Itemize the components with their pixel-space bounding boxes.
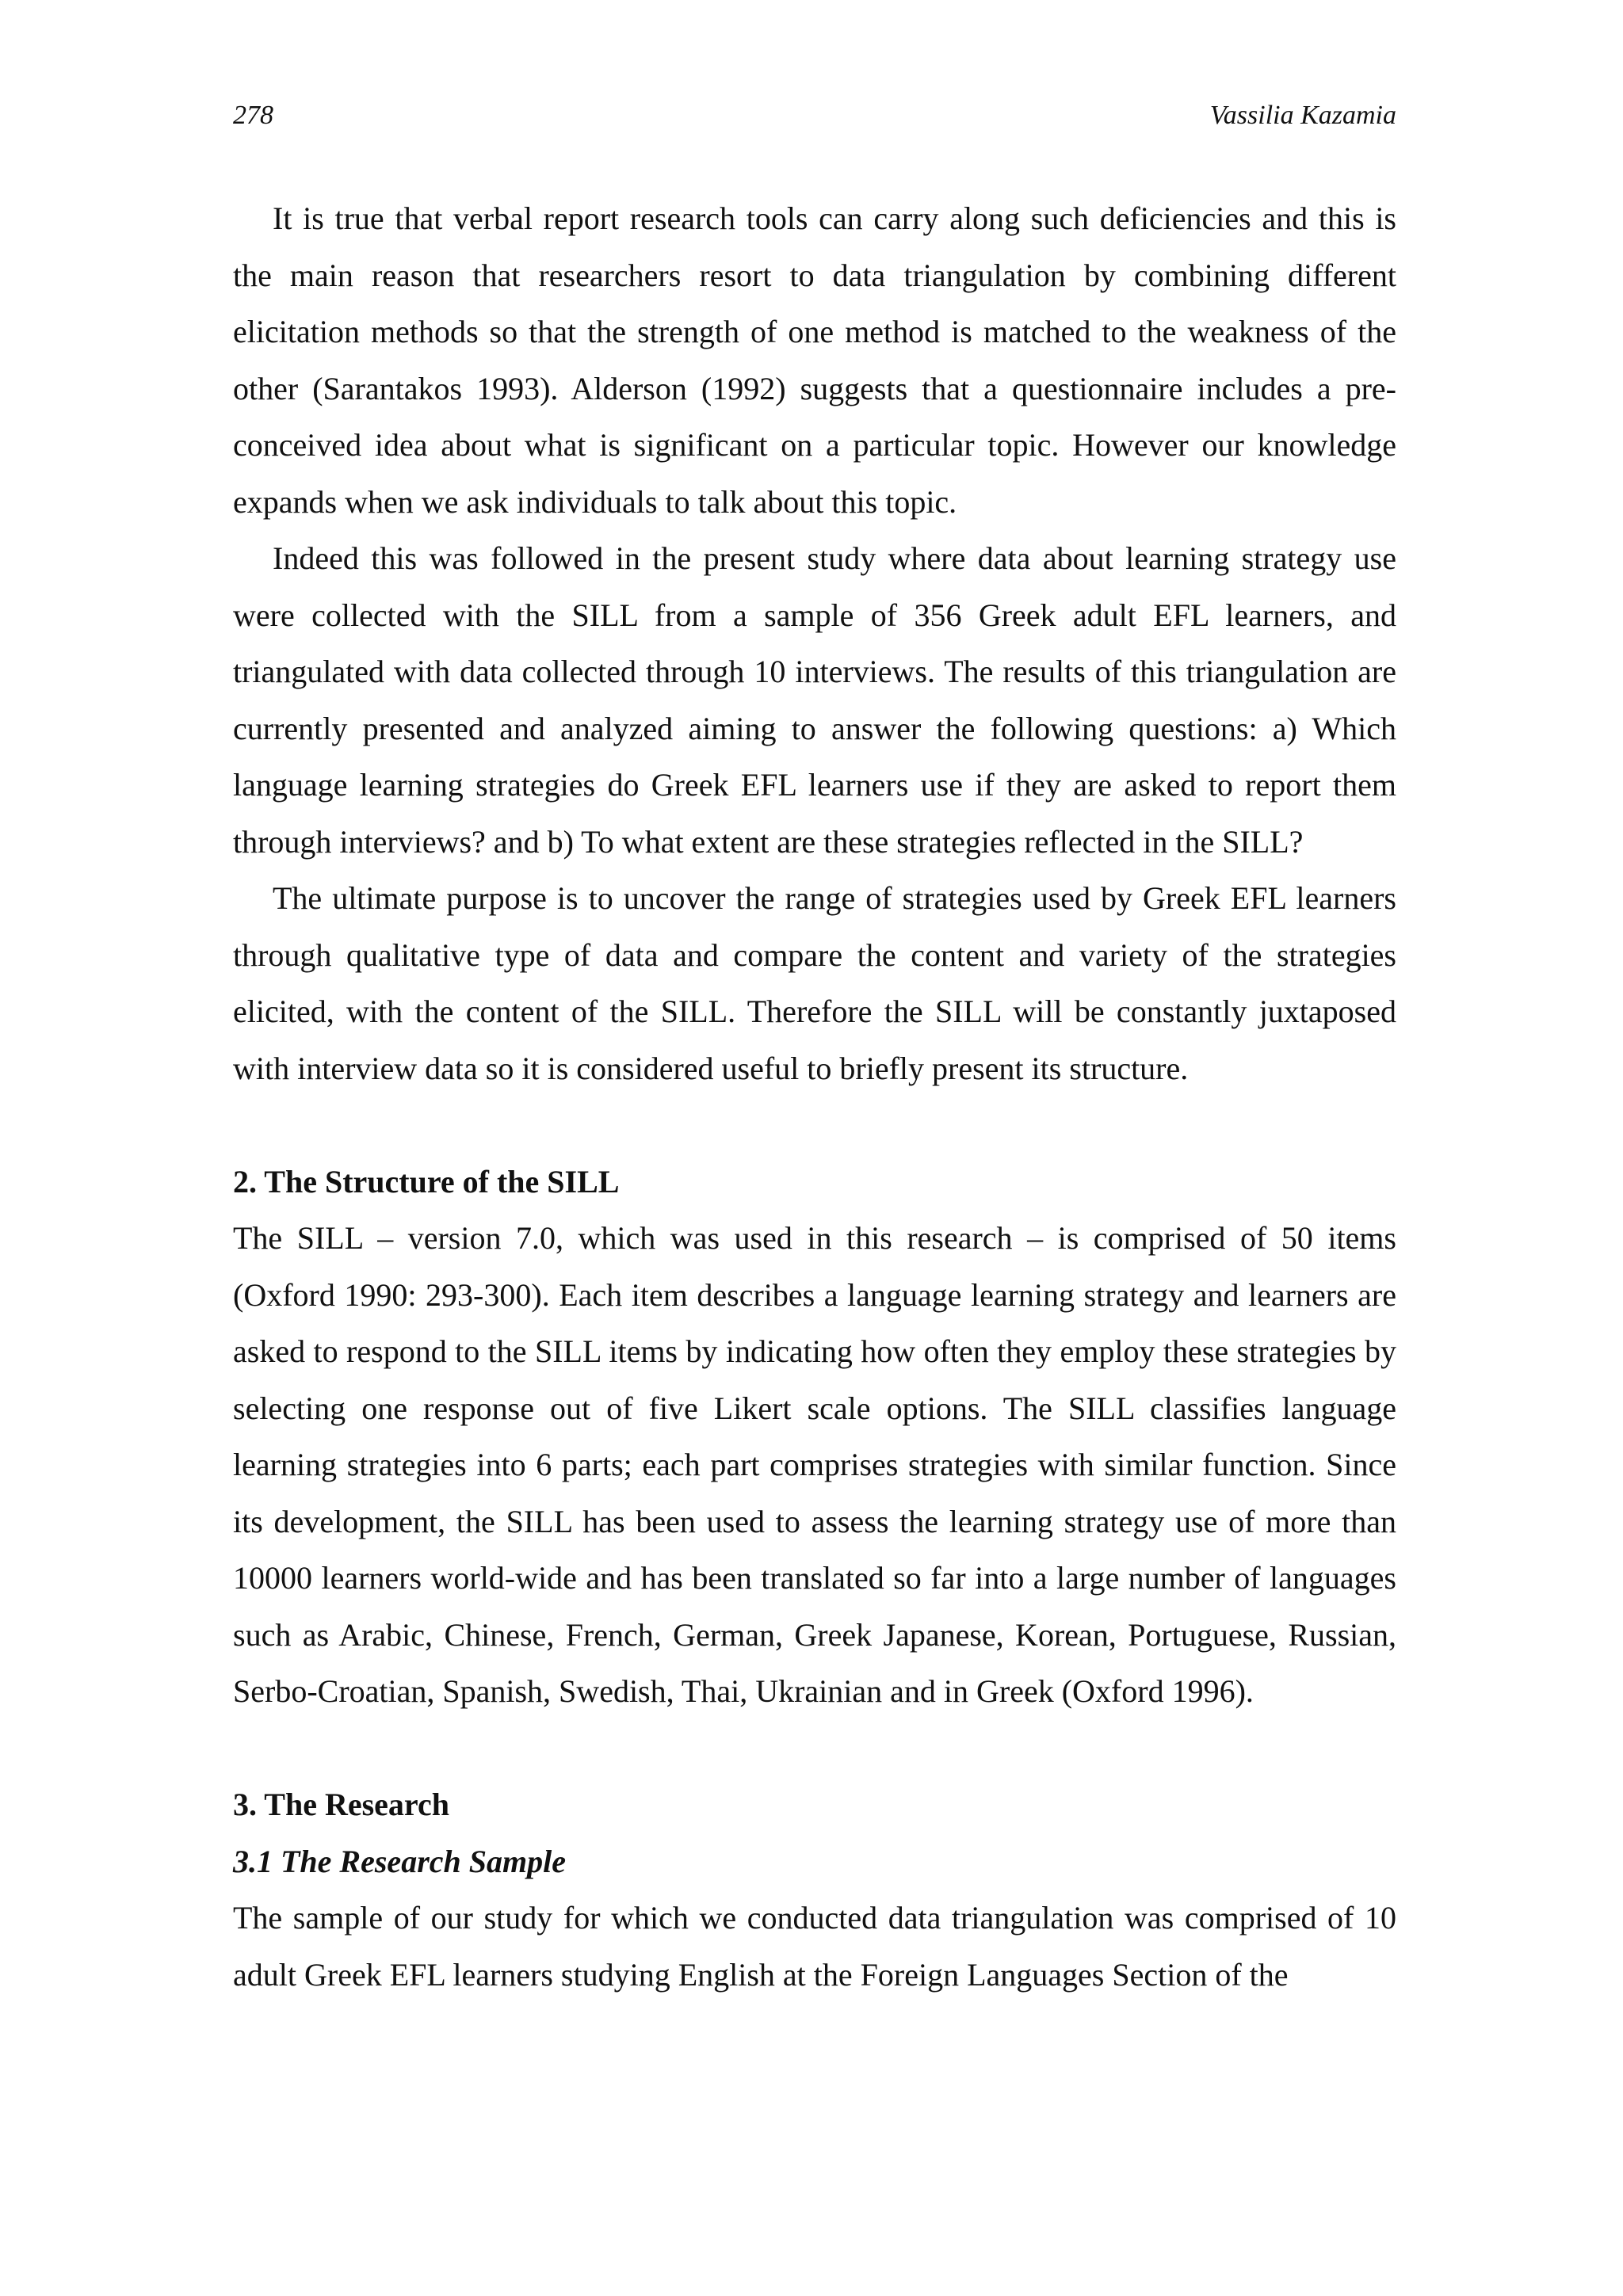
paragraph-ultimate-purpose: The ultimate purpose is to uncover the range of strategies used by Greek EFL learners through qualitative type of data and compare the content and variety of the strategies elicited, with the content of the SILL. Therefore the SILL will be constantly juxtaposed with interview data so it is considered useful to briefly present its structure. — [233, 880, 1396, 1086]
section-heading-research: 3. The Research — [233, 1787, 449, 1822]
page-number: 278 — [233, 101, 273, 130]
running-header-author: Vassilia Kazamia — [1209, 101, 1396, 130]
subsection-heading-research-sample: 3.1 The Research Sample — [233, 1843, 566, 1879]
paragraph-verbal-report: It is true that verbal report research tools can carry along such deficiencies and this is the main reason that researchers resort to data triangulation by combining different elicitation methods so that the strength of one method is matched to the weakness of the other (Sarantakos 1993). Alderson (1992) suggests that a questionnaire includes a pre-conceived idea about what is significant on a particular topic. However our knowledge expands when we ask individuals to talk about this topic. — [233, 200, 1396, 520]
paragraph-research-sample: The sample of our study for which we conducted data triangulation was comprised of 10 adult Greek EFL learners studying English at the Foreign Languages Section of the — [233, 1900, 1396, 1993]
paragraph-present-study: Indeed this was followed in the present study where data about learning strategy use were collected with the SILL from a sample of 356 Greek adult EFL learners, and triangulated with data collected through 10 interviews. The results of this triangulation are currently presented and analyzed aiming to answer the following questions: a) Which language learning strategies do Greek EFL learners use if they are asked to report them through interviews? and b) To what extent are these strategies reflected in the SILL? — [233, 540, 1396, 860]
body-text — [233, 190, 1396, 2003]
paragraph-sill-structure: The SILL – version 7.0, which was used in this research – is comprised of 50 items (Oxford 1990: 293-300). Each item describes a language learning strategy and learners are asked to respond to the SILL items by indicating how often they employ these strategies by selecting one response out of five Likert scale options. The SILL classifies language learning strategies into 6 parts; each part comprises strategies with similar function. Since its development, the SILL has been used to assess the learning strategy use of more than 10000 learners world-wide and has been translated so far into a large number of languages such as Arabic, Chinese, French, German, Greek Japanese, Korean, Portuguese, Russian, Serbo-Croatian, Spanish, Swedish, Thai, Ukrainian and in Greek (Oxford 1996). — [233, 1220, 1396, 1709]
section-heading-sill-structure: 2. The Structure of the SILL — [233, 1163, 620, 1199]
running-header — [233, 97, 1396, 135]
